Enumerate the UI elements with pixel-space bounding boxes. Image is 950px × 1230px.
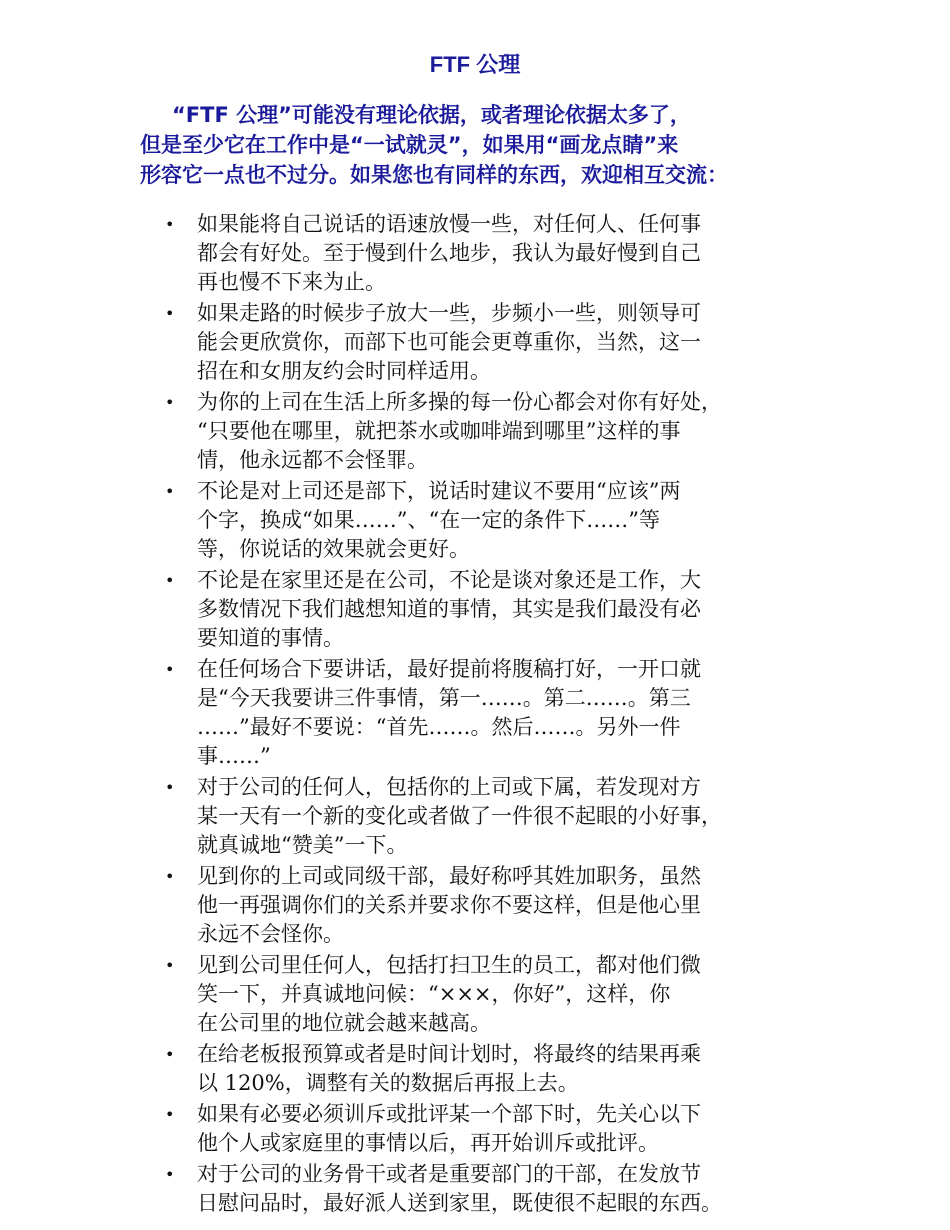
- bullet-icon: •: [165, 1165, 175, 1184]
- bullet-icon: •: [165, 571, 175, 590]
- list-item: [165, 477, 855, 564]
- list-item: [165, 655, 855, 771]
- bullet-icon: •: [165, 393, 175, 412]
- list-item-text: 见到你的上司或同级干部，最好称呼其姓加职务，虽然 他一再强调你们的关系并要求你不要这样，但是他心里 永远不会怪你。: [197, 864, 701, 946]
- list-item: [165, 951, 855, 1038]
- bullet-icon: •: [165, 778, 175, 797]
- list-item: [165, 1100, 855, 1158]
- list-item-text: 对于公司的任何人，包括你的上司或下属，若发现对方 某一天有一个新的变化或者做了一件很不起眼的小好事， 就真诚地“赞美”一下。: [197, 775, 722, 857]
- bullet-icon: •: [165, 215, 175, 234]
- bullet-icon: •: [165, 304, 175, 323]
- page-title: FTF 公理: [429, 52, 521, 77]
- list-item-text: 如果有必要必须训斥或批评某一个部下时，先关心以下 他个人或家庭里的事情以后，再开始训斥或批评。: [197, 1102, 701, 1155]
- list-item-text: 见到公司里任何人，包括打扫卫生的员工，都对他们微 笑一下，并真诚地问候：“×××，你好”，这样，你 在公司里的地位就会越来越高。: [197, 953, 701, 1035]
- bullet-icon: •: [165, 956, 175, 975]
- intro-line: 但是至少它在工作中是“一试就灵”，如果用“画龙点睛”来: [140, 133, 679, 157]
- bullet-icon: •: [165, 1045, 175, 1064]
- list-item-text: 为你的上司在生活上所多操的每一份心都会对你有好处， “只要他在哪里，就把茶水或咖啡端到哪里”这样的事 情，他永远都不会怪罪。: [197, 390, 722, 472]
- list-item-text: 如果走路的时候步子放大一些，步频小一些，则领导可 能会更欣赏你，而部下也可能会更尊重你，当然，这一 招在和女朋友约会时同样适用。: [197, 301, 701, 383]
- bullet-icon: •: [165, 1105, 175, 1124]
- list-item: [165, 566, 855, 653]
- bullet-icon: •: [165, 482, 175, 501]
- list-item: [165, 299, 855, 386]
- list-item: [165, 773, 855, 860]
- intro-paragraph: [128, 100, 828, 190]
- list-item-text: 不论是对上司还是部下，说话时建议不要用“应该”两 个字，换成“如果……”、“在一定的条件下……”等 等，你说话的效果就会更好。: [197, 479, 681, 561]
- list-item-text: 不论是在家里还是在公司，不论是谈对象还是工作，大 多数情况下我们越想知道的事情，其实是我们最没有必 要知道的事情。: [197, 568, 701, 650]
- list-item: [165, 388, 855, 475]
- axiom-list: [165, 210, 855, 1220]
- intro-line: 形容它一点也不过分。如果您也有同样的东西，欢迎相互交流：: [140, 163, 728, 187]
- list-item: [165, 862, 855, 949]
- bullet-icon: •: [165, 660, 175, 679]
- list-item: [165, 210, 855, 297]
- bullet-icon: •: [165, 867, 175, 886]
- list-item-text: 在任何场合下要讲话，最好提前将腹稿打好，一开口就 是“今天我要讲三件事情，第一……。第二……。第三 ……”最好不要说：“首先……。然后……。另外一件 事……”: [197, 657, 701, 768]
- list-item: [165, 1040, 855, 1098]
- list-item-text: 对于公司的业务骨干或者是重要部门的干部，在发放节 日慰问品时，最好派人送到家里，既使很不起眼的东西。: [197, 1162, 722, 1215]
- list-item: [165, 1160, 855, 1218]
- list-item-text: 如果能将自己说话的语速放慢一些，对任何人、任何事 都会有好处。至于慢到什么地步，我认为最好慢到自己 再也慢不下来为止。: [197, 212, 701, 294]
- intro-line: “FTF 公理”可能没有理论依据，或者理论依据太多了，: [172, 103, 691, 127]
- list-item-text: 在给老板报预算或者是时间计划时，将最终的结果再乘 以 120%，调整有关的数据后再报上去。: [197, 1042, 701, 1095]
